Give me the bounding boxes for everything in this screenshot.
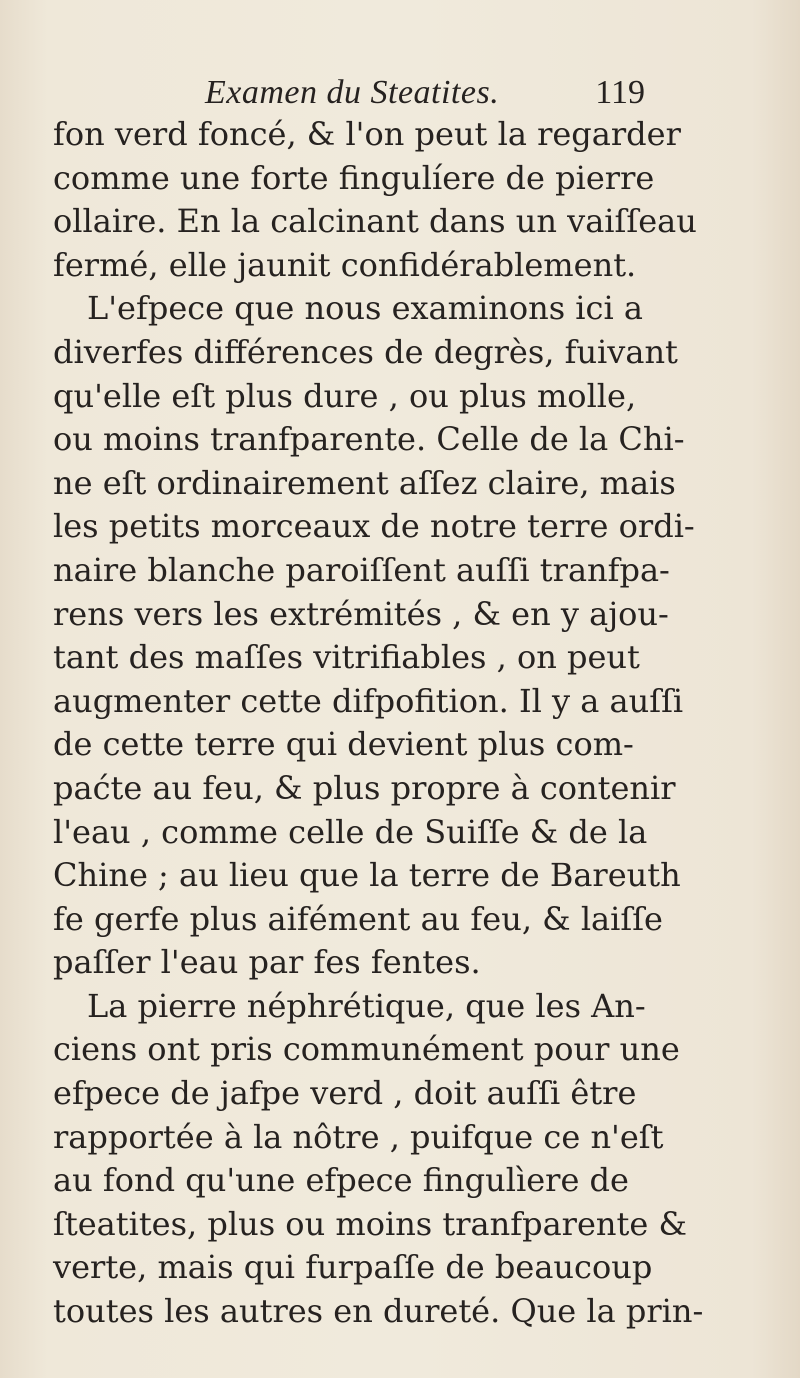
text-line: comme une forte fingulíere de pierre: [53, 158, 655, 197]
text-line: au fond qu'une efpece fingulìere de: [53, 1161, 629, 1200]
text-line: naire blanche paroiſſent auſſi tranfpa-: [53, 550, 670, 589]
text-line: fon verd foncé, & l'on peut la regarder: [53, 115, 681, 153]
text-line: ſteatites, plus ou moins tranfparente &: [53, 1204, 687, 1243]
text-line: fe gerfe plus aifément au feu, & laiſſe: [53, 899, 663, 938]
running-head: [205, 74, 645, 118]
text-line: paſſer l'eau par fes fentes.: [53, 943, 481, 982]
text-line: paćte au feu, & plus propre à contenir: [53, 768, 676, 807]
text-line: rens vers les extrémités , & en y ajou-: [53, 594, 669, 633]
text-line: ne eſt ordinairement aſſez claire, mais: [53, 463, 676, 502]
body-text: [53, 113, 783, 1334]
text-line: diverfes différences de degrès, fuivant: [53, 332, 678, 371]
text-line: rapportée à la nôtre , puifque ce n'eſt: [53, 1117, 664, 1156]
text-line: les petits morceaux de notre terre ordi-: [53, 507, 695, 546]
text-line: tant des maſſes vitrifiables , on peut: [53, 638, 640, 677]
text-line: qu'elle eſt plus dure , ou plus molle,: [53, 376, 637, 415]
page-number: 119: [595, 74, 645, 111]
text-line: ou moins tranfparente. Celle de la Chi-: [53, 420, 685, 459]
text-line: ciens ont pris communément pour une: [53, 1030, 680, 1069]
paragraph-start-line: La pierre néphrétique, que les An-: [87, 986, 646, 1025]
paragraph-start-line: L'efpece que nous examinons ici a: [87, 289, 643, 328]
text-line: verte, mais qui furpaſſe de beaucoup: [53, 1248, 653, 1287]
text-line: Chine ; au lieu que la terre de Bareuth: [53, 856, 681, 895]
text-line: fermé, elle jaunit confidérablement.: [53, 245, 637, 284]
running-head-title: Examen du Steatites.: [205, 74, 500, 111]
text-line: efpece de jafpe verd , doit auſſi être: [53, 1074, 637, 1113]
text-line: augmenter cette difpofition. Il y a auſſi: [53, 681, 684, 720]
text-line: ollaire. En la calcinant dans un vaiſſeau: [53, 202, 697, 241]
text-line: toutes les autres en dureté. Que la prin-: [53, 1292, 704, 1331]
text-line: de cette terre qui devient plus com-: [53, 725, 634, 764]
text-line: l'eau , comme celle de Suiſſe & de la: [53, 812, 648, 851]
